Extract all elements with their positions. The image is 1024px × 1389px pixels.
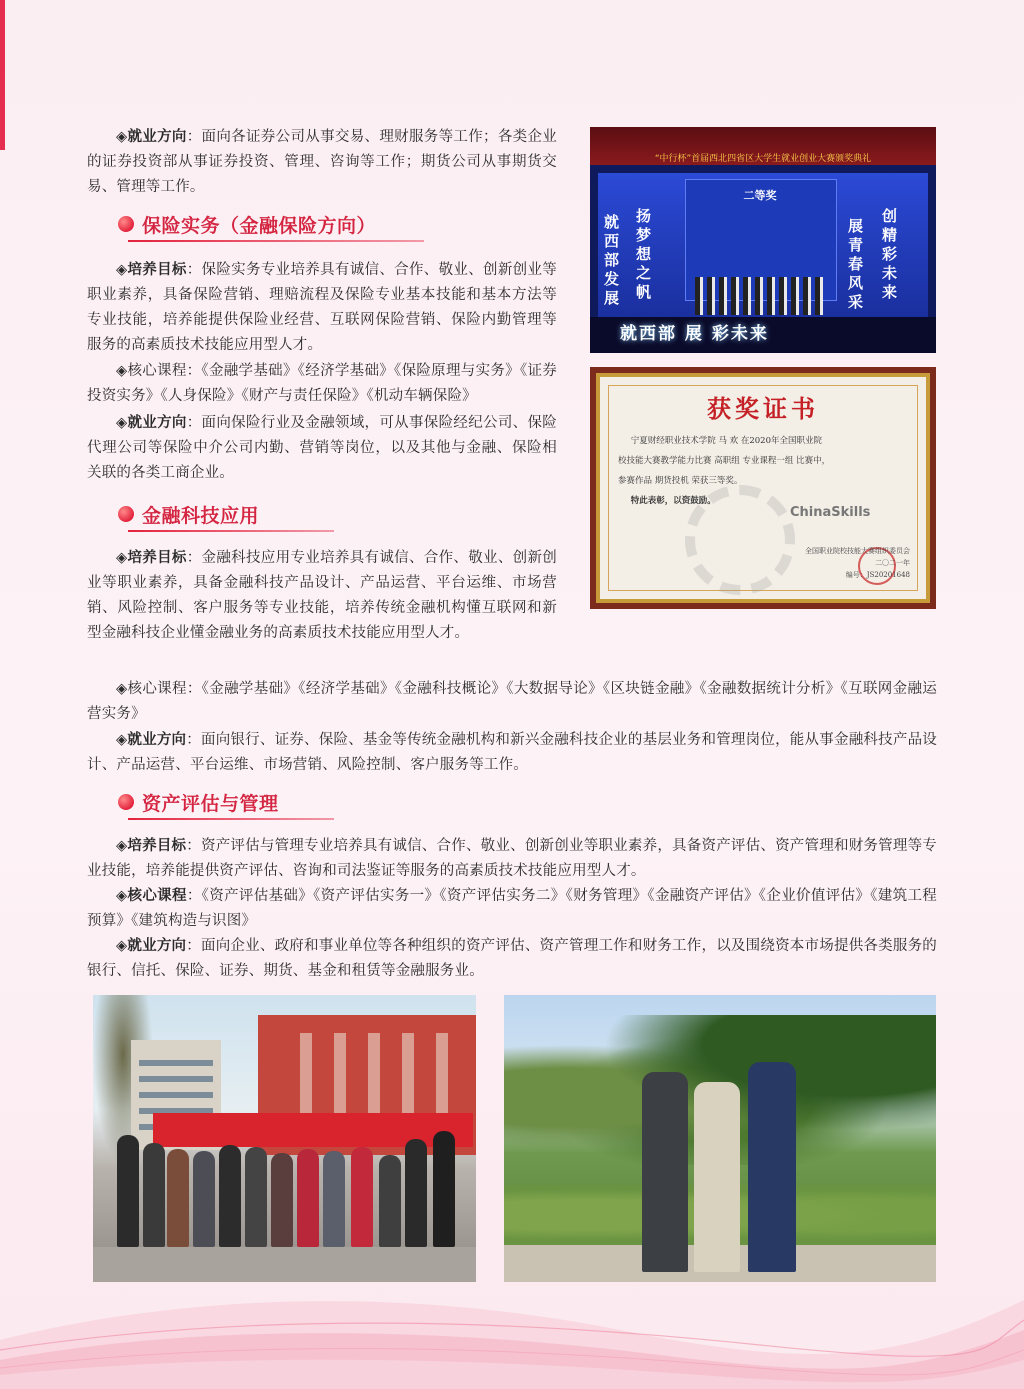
heading-underline	[128, 818, 334, 820]
decorative-waves	[0, 1280, 1024, 1389]
insurance-goal-paragraph	[87, 258, 557, 358]
calligraphy-right-1: 创精彩未来	[882, 207, 898, 301]
certificate-date: 二〇二一年	[875, 559, 910, 567]
certificate-footer	[805, 545, 910, 581]
award-certificate-photo	[590, 367, 936, 609]
crowd	[103, 1121, 473, 1247]
career-text: ：面向银行、证券、保险、基金等传统金融机构和新兴金融科技企业的基层业务和管理岗位，能从事金融科技产品设计、产品运营、平台运维、市场营销、风险控制、客户服务等工作。	[87, 732, 937, 773]
campus-garden-photo	[504, 995, 936, 1282]
ground	[93, 1247, 476, 1282]
courses-label: ◈核心课程	[116, 681, 187, 697]
career-label: ◈就业方向	[116, 732, 187, 748]
certificate-title: 获奖证书	[707, 394, 819, 423]
person	[193, 1151, 215, 1247]
stage-people	[695, 277, 825, 315]
goal-label: ◈培养目标	[116, 838, 187, 854]
person	[245, 1147, 267, 1247]
person	[143, 1143, 165, 1247]
section-heading-fintech	[118, 499, 259, 529]
certificate-body	[618, 431, 904, 511]
intro-career-paragraph	[87, 125, 557, 200]
certificate-line-1: 宁夏财经职业技术学院 马 欢 在2020年全国职业院	[630, 436, 822, 446]
fintech-career-paragraph	[87, 728, 937, 778]
career-label: ◈就业方向	[116, 938, 187, 954]
edge-accent-bar	[0, 0, 5, 150]
asset-career-paragraph	[87, 934, 937, 984]
person	[167, 1149, 189, 1247]
courses-text: ：《金融学基础》《经济学基础》《保险原理与实务》《证券投资实务》《人身保险》《财产与责任保险》《机动车辆保险》	[87, 363, 557, 404]
goal-text: ：金融科技应用专业培养具有诚信、合作、敬业、创新创业等职业素养，具备金融科技产品设计、产品运营、平台运维、市场营销、风险控制、客户服务等专业技能，培养传统金融机构懂互联网和新型金融科技企业懂金融业务的高素质技术技能应用型人才。	[87, 550, 557, 641]
fintech-goal-paragraph	[87, 546, 557, 646]
courses-text: ：《金融学基础》《经济学基础》《金融科技概论》《大数据导论》《区块链金融》《金融数据统计分析》《互联网金融运营实务》	[87, 681, 937, 722]
heading-underline	[128, 530, 334, 532]
building-windows	[278, 1033, 458, 1123]
person	[271, 1153, 293, 1247]
section-heading-insurance	[118, 209, 376, 239]
bullet-dot-icon	[118, 506, 134, 522]
person	[219, 1145, 241, 1247]
person	[379, 1155, 401, 1247]
intro-career-text: ：面向各证券公司从事交易、理财服务等工作；各类企业的证券投资部从事证券投资、管理、咨询等工作；期货公司从事期货交易、管理等工作。	[87, 129, 557, 195]
courses-label: ◈核心课程	[116, 888, 187, 904]
career-text: ：面向企业、政府和事业单位等各种组织的资产评估、资产管理工作和财务工作，以及围绕资本市场提供各类服务的银行、信托、保险、证券、期货、基金和租赁等金融服务业。	[87, 938, 937, 979]
prize-text: 二等奖	[743, 189, 777, 202]
insurance-career-paragraph	[87, 411, 557, 486]
person	[433, 1131, 455, 1247]
fintech-courses-paragraph	[87, 677, 937, 727]
section-title: 资产评估与管理	[142, 792, 279, 815]
bullet-dot-icon	[118, 216, 134, 232]
goal-text: ：保险实务专业培养具有诚信、合作、敬业、创新创业等职业素养，具备保险营销、理赔流程及保险专业基本技能和基本方法等专业技能，培养能提供保险业经营、互联网保险营销、保险内勤管理等服务的高素质技术技能应用型人才。	[87, 262, 557, 353]
person	[405, 1139, 427, 1247]
person	[748, 1062, 796, 1272]
career-text: ：面向保险行业及金融领域，可从事保险经纪公司、保险代理公司等保险中介公司内勤、营销等岗位，以及其他与金融、保险相关联的各类工商企业。	[87, 415, 557, 481]
calligraphy-left-2: 扬梦想之帆	[636, 207, 652, 301]
section-title: 保险实务（金融保险方向）	[142, 214, 377, 237]
intro-career-label: ◈就业方向	[116, 129, 187, 145]
chinaskills-logo: ChinaSkills	[790, 505, 871, 520]
calligraphy-left-1: 就西部发展	[604, 213, 620, 307]
calligraphy-right-2: 展青春风采	[848, 217, 864, 311]
courses-label: ◈核心课程	[116, 363, 187, 379]
person	[351, 1147, 373, 1247]
bullet-dot-icon	[118, 794, 134, 810]
person	[694, 1082, 740, 1272]
heading-underline	[128, 240, 424, 242]
section-title: 金融科技应用	[142, 504, 260, 527]
ceremony-banner-text: “中行杯”首届西北四省区大学生就业创业大赛颁奖典礼	[654, 154, 872, 164]
person	[117, 1135, 139, 1247]
certificate-issuer: 全国职业院校技能大赛组织委员会	[805, 547, 910, 555]
award-ceremony-photo	[590, 127, 936, 353]
stage-floor-text: 就西部 展 彩未来	[620, 324, 769, 344]
volunteer-group-photo	[93, 995, 476, 1282]
goal-label: ◈培养目标	[116, 262, 187, 278]
person	[323, 1151, 345, 1247]
courses-text: ：《资产评估基础》《资产评估实务一》《资产评估实务二》《财务管理》《金融资产评估》《企业价值评估》《建筑工程预算》《建筑构造与识图》	[87, 888, 937, 929]
certificate-line-4: 特此表彰，以资鼓励。	[630, 496, 716, 506]
asset-courses-paragraph	[87, 884, 937, 934]
certificate-line-2: 校技能大赛教学能力比赛 高职组 专业课程一组 比赛中，	[618, 456, 831, 466]
section-heading-asset	[118, 787, 279, 817]
career-label: ◈就业方向	[116, 415, 187, 431]
asset-goal-paragraph	[87, 834, 937, 884]
insurance-courses-paragraph	[87, 359, 557, 409]
goal-label: ◈培养目标	[116, 550, 187, 566]
person	[297, 1149, 319, 1247]
person	[642, 1072, 688, 1272]
certificate-serial: 编号：JS20201648	[845, 571, 910, 579]
certificate-line-3: 参赛作品 期货投机 荣获三等奖。	[618, 476, 743, 486]
goal-text: ：资产评估与管理专业培养具有诚信、合作、敬业、创新创业等职业素养，具备资产评估、资产管理和财务管理等专业技能，培养能提供资产评估、咨询和司法鉴证等服务的高素质技术技能应用型人才。	[87, 838, 937, 879]
